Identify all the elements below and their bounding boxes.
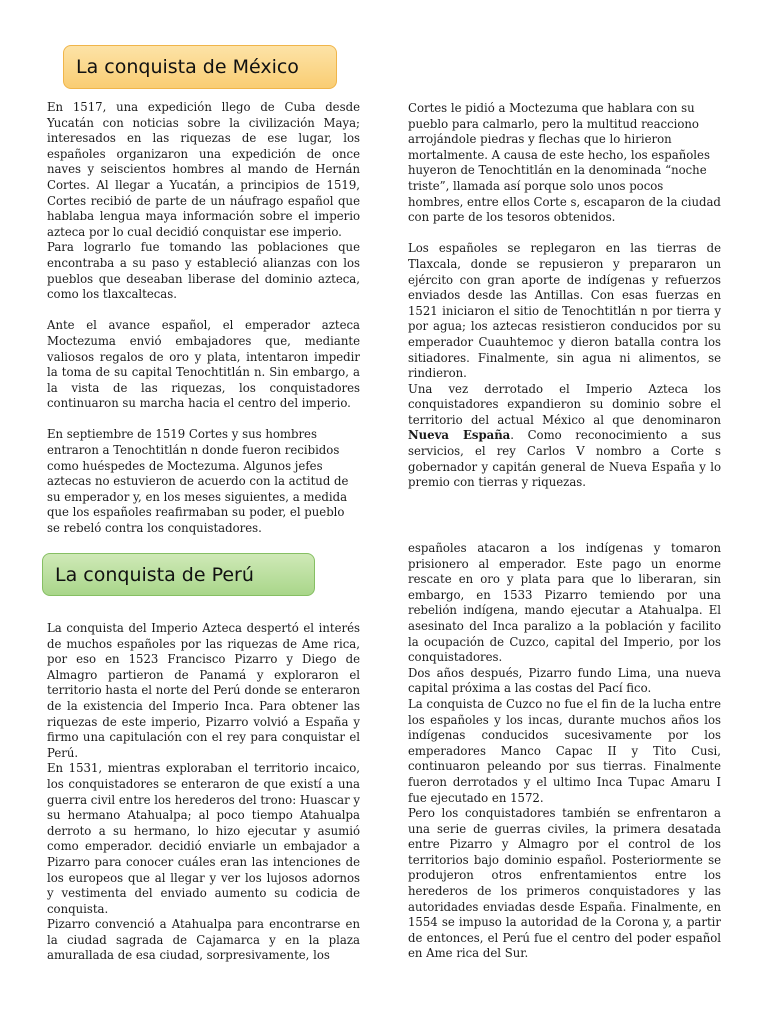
paragraph: En 1517, una expedición llego de Cuba desde Yucatán con noticias sobre la civilización Maya; interesados en las riquezas de ese lugar, los españoles organizaron una expedición de once naves y seiscientos hombres al mando de Hernán Cortes. Al llegar a Yucatán, a principios de 1519, Cortes recibió de parte de un náufrago español que hablaba lengua maya información sobre el imperio azteca por lo cual decidió conquistar ese imperio. [47,100,360,239]
paragraph: La conquista del Imperio Azteca despertó el interés de muchos españoles por las riquezas de Ame rica, por eso en 1523 Francisco Pizarro y Diego de Almagro partieron de Panamá y exploraron el territorio hasta el norte del Perú donde se enteraron de la existencia del Imperio Inca. Para obtener las riquezas de este imperio, Pizarro volvió a España y firmo una capitulación con el rey para conquistar el Perú. [47,621,360,760]
paragraph: Cortes le pidió a Moctezuma que hablara con su pueblo para calmarlo, pero la multitud reacciono arrojándole piedras y flechas que lo hirieron mortalmente. A causa de este hecho, los españoles huyeron de Tenochtitlán en la denominada “noche triste”, llamada así porque solo unos pocos hombres, entre ellos Corte s, escaparon de la ciudad con parte de los tesoros obtenidos. [408,101,721,225]
paragraph: Pizarro convenció a Atahualpa para encontrarse en la ciudad sagrada de Cajamarca y en la plaza amurallada de esa ciudad, sorpresivamente, los [47,917,360,963]
section-title-peru [42,553,315,596]
paragraph: Dos años después, Pizarro fundo Lima, una nueva capital próxima a las costas del Pací fico. [408,665,721,696]
paragraph-text: Una vez derrotado el Imperio Azteca los conquistadores expandieron su dominio sobre el territorio del actual México al que denominaron [408,381,721,427]
section-title-mexico-text: La conquista de México [76,56,299,78]
paragraph: La conquista de Cuzco no fue el fin de la lucha entre los españoles y los incas, durante muchos años los indígenas conducidos sucesivamente por los emperadores Manco Capac II y Tito Cusi, continuaron peleando por sus tierras. Finalmente fueron derrotados y el ultimo Inca Tupac Amaru I fue ejecutado en 1572. [408,696,721,805]
paragraph: Para lograrlo fue tomando las poblaciones que encontraba a su paso y estableció alianzas con los pueblos que deseaban liberase del dominio azteca, como los tlaxcaltecas. [47,240,360,302]
nueva-espana-bold: Nueva España [408,428,511,443]
section-title-peru-text: La conquista de Perú [55,563,254,586]
paragraph: Pero los conquistadores también se enfrentaron a una serie de guerras civiles, la primera desatada entre Pizarro y Almagro por el control de los territorios bajo dominio español. Posteriormente se produjeron otros enfrentamientos entre los herederos de los primeros conquistadores y las autoridades enviadas desde España. Finalmente, en 1554 se impuso la autoridad de la Corona y, a partir de entonces, el Perú fue el centro del poder español en Ame rica del Sur. [408,806,721,961]
section-title-mexico [63,45,337,89]
paragraph: En 1531, mientras exploraban el territorio incaico, los conquistadores se enteraron de que existí a una guerra civil entre los herederos del trono: Huascar y su hermano Atahualpa; al poco tiempo Atahualpa derroto a su hermano, lo hizo ejecutar y asumió como emperador. decidió enviarle un embajador a Pizarro para conocer cuáles eran las intenciones de los europeos que al llegar y ver los lujosos adornos y vestimenta del enviado aumento su codicia de conquista. [47,761,360,916]
paragraph-text: . Como reconocimiento a sus servicios, el rey Carlos V nombro a Corte s gobernador y capitán general de Nueva España y lo premio con tierras y riquezas. [408,428,721,490]
paragraph [408,382,721,491]
paragraph: españoles atacaron a los indígenas y tomaron prisionero al emperador. Este pago un enorme rescate en oro y plata para que lo liberaran, sin embargo, en 1533 Pizarro temiendo por una rebelión indígena, mando ejecutar a Atahualpa. El asesinato del Inca paralizo a la población y facilito la ocupación de Cuzco, capital del Imperio, por los conquistadores. [408,541,721,665]
mexico-left-column [47,100,360,537]
peru-left-column [47,621,360,964]
paragraph: Los españoles se replegaron en las tierras de Tlaxcala, donde se repusieron y prepararon un ejército con gran aporte de indígenas y refuerzos enviados desde las Antillas. Con esas fuerzas en 1521 iniciaron el sitio de Tenochtitlán n por tierra y por agua; los aztecas resistieron conducidos por su emperador Cuauhtemoc y dieron batalla contra los sitiadores. Finalmente, sin agua ni alimentos, se rindieron. [408,241,721,381]
paragraph: En septiembre de 1519 Cortes y sus hombres entraron a Tenochtitlán n donde fueron recibidos como huéspedes de Moctezuma. Algunos jefes aztecas no estuvieron de acuerdo con la actitud de su emperador y, en los meses siguientes, a medida que los españoles reafirmaban su poder, el pueblo se rebeló contra los conquistadores. [47,427,349,536]
mexico-right-column [408,101,721,491]
paragraph: Ante el avance español, el emperador azteca Moctezuma envió embajadores que, mediante valiosos regalos de oro y plata, intentaron impedir la toma de su capital Tenochtitlán n. Sin embargo, a la vista de las riquezas, los conquistadores continuaron su marcha hacia el centro del imperio. [47,318,360,411]
peru-right-column [408,541,721,962]
